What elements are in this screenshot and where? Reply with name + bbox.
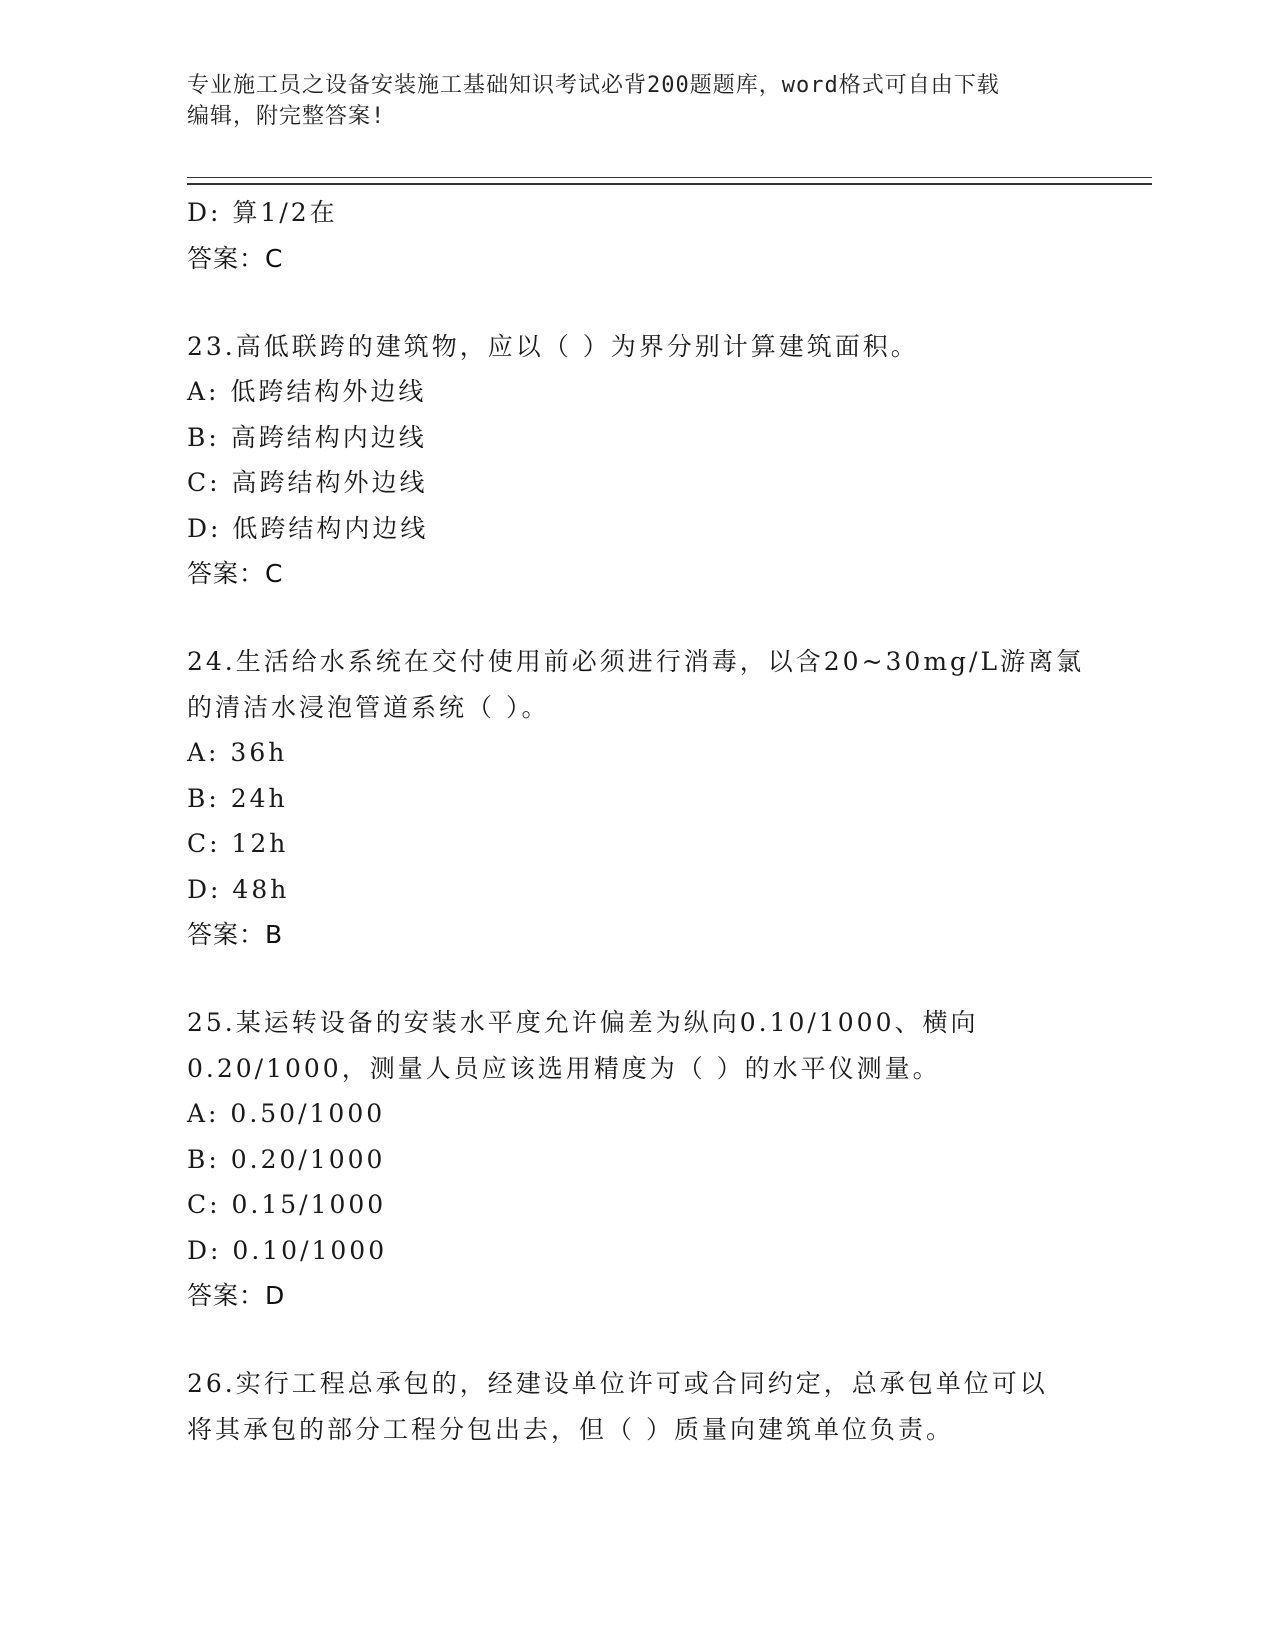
option-b: B: 0.20/1000 — [187, 1144, 386, 1174]
question-stem: 26.实行工程总承包的，经建设单位许可或合同约定，总承包单位可以 — [187, 1369, 1048, 1398]
question-stem: 25.某运转设备的安装水平度允许偏差为纵向0.10/1000、横向 — [187, 1008, 979, 1037]
header-line-1: 专业施工员之设备安装施工基础知识考试必背200题题库，word格式可自由下载 — [187, 73, 1000, 98]
option-d: D: 48h — [187, 874, 290, 904]
option-d: D: 0.10/1000 — [187, 1235, 388, 1265]
question-list — [187, 190, 1127, 1452]
question-26 — [187, 1361, 1127, 1452]
question-25 — [187, 1000, 1127, 1319]
question-stem: 24.生活给水系统在交付使用前必须进行消毒，以含20~30mg/L游离氯 — [187, 647, 1085, 676]
option-d: D: 低跨结构内边线 — [187, 513, 429, 543]
option-c: C: 高跨结构外边线 — [187, 468, 428, 497]
header-rule-thin — [187, 177, 1152, 178]
question-24 — [187, 639, 1127, 958]
question-stem-cont: 的清洁水浸泡管道系统（ ）。 — [187, 692, 550, 722]
answer: 答案：C — [187, 559, 284, 588]
option-a: A: 0.50/1000 — [187, 1099, 386, 1128]
answer: 答案：B — [187, 920, 284, 949]
option-c: C: 0.15/1000 — [187, 1190, 387, 1219]
question-stem: 23.高低联跨的建筑物，应以（ ）为界分别计算建筑面积。 — [187, 331, 919, 361]
option-a: A: 36h — [187, 738, 288, 767]
question-23 — [187, 324, 1127, 598]
answer: 答案：D — [187, 1281, 286, 1310]
option-b: B: 24h — [187, 783, 288, 813]
answer: 答案：C — [187, 243, 284, 273]
option-c: C: 12h — [187, 829, 289, 858]
previous-question-tail — [187, 190, 1127, 282]
document-header — [187, 70, 1087, 132]
option-b: B: 高跨结构内边线 — [187, 422, 427, 452]
question-stem-cont: 0.20/1000，测量人员应该选用精度为（ ）的水平仪测量。 — [187, 1053, 941, 1083]
question-stem-cont: 将其承包的部分工程分包出去，但（ ）质量向建筑单位负责。 — [187, 1414, 954, 1444]
option-a: A: 低跨结构外边线 — [187, 377, 427, 406]
header-line-2: 编辑，附完整答案! — [187, 104, 386, 129]
header-rule-thick — [187, 183, 1152, 185]
option-d: D: 算1/2在 — [187, 198, 338, 227]
